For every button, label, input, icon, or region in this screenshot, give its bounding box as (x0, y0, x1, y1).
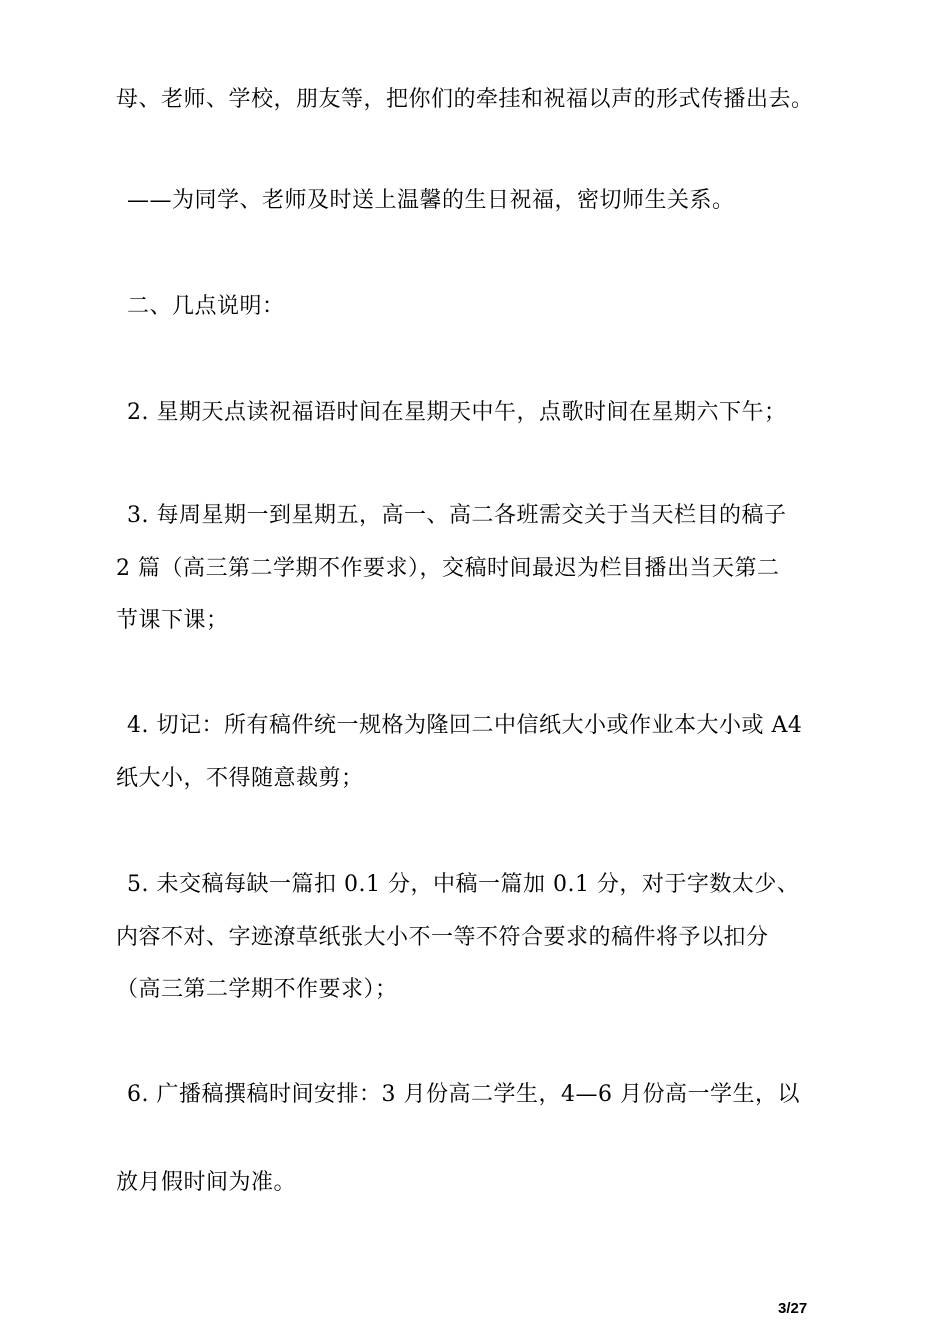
paragraph-line: （高三第二学期不作要求）； (116, 977, 398, 1002)
paragraph-line: 放月假时间为准。 (116, 1170, 297, 1195)
paragraph-line: 纸大小，不得随意裁剪； (116, 766, 364, 791)
paragraph-line: 内容不对、字迹潦草纸张大小不一等不符合要求的稿件将予以扣分 (116, 925, 769, 950)
paragraph-line: 5. 未交稿每缺一篇扣 0.1 分，中稿一篇加 0.1 分，对于字数太少、 (127, 872, 800, 897)
paragraph-line: 母、老师、学校，朋友等，把你们的牵挂和祝福以声的形式传播出去。 (116, 87, 814, 112)
paragraph-line: 节课下课； (116, 608, 229, 633)
paragraph-line: 4. 切记：所有稿件统一规格为隆回二中信纸大小或作业本大小或 A4 (127, 713, 803, 738)
section-heading: 二、几点说明： (127, 294, 285, 319)
paragraph-line: 2 篇（高三第二学期不作要求），交稿时间最迟为栏目播出当天第二 (116, 556, 780, 581)
page-number: 3/27 (778, 1300, 808, 1317)
paragraph-line: 6. 广播稿撰稿时间安排：3 月份高二学生，4—6 月份高一学生，以 (127, 1082, 800, 1107)
paragraph-line: 2. 星期天点读祝福语时间在星期天中午，点歌时间在星期六下午； (127, 400, 787, 425)
paragraph-line: 3. 每周星期一到星期五，高一、高二各班需交关于当天栏目的稿子 (127, 503, 787, 528)
paragraph-line: ——为同学、老师及时送上温馨的生日祝福，密切师生关系。 (127, 188, 735, 213)
